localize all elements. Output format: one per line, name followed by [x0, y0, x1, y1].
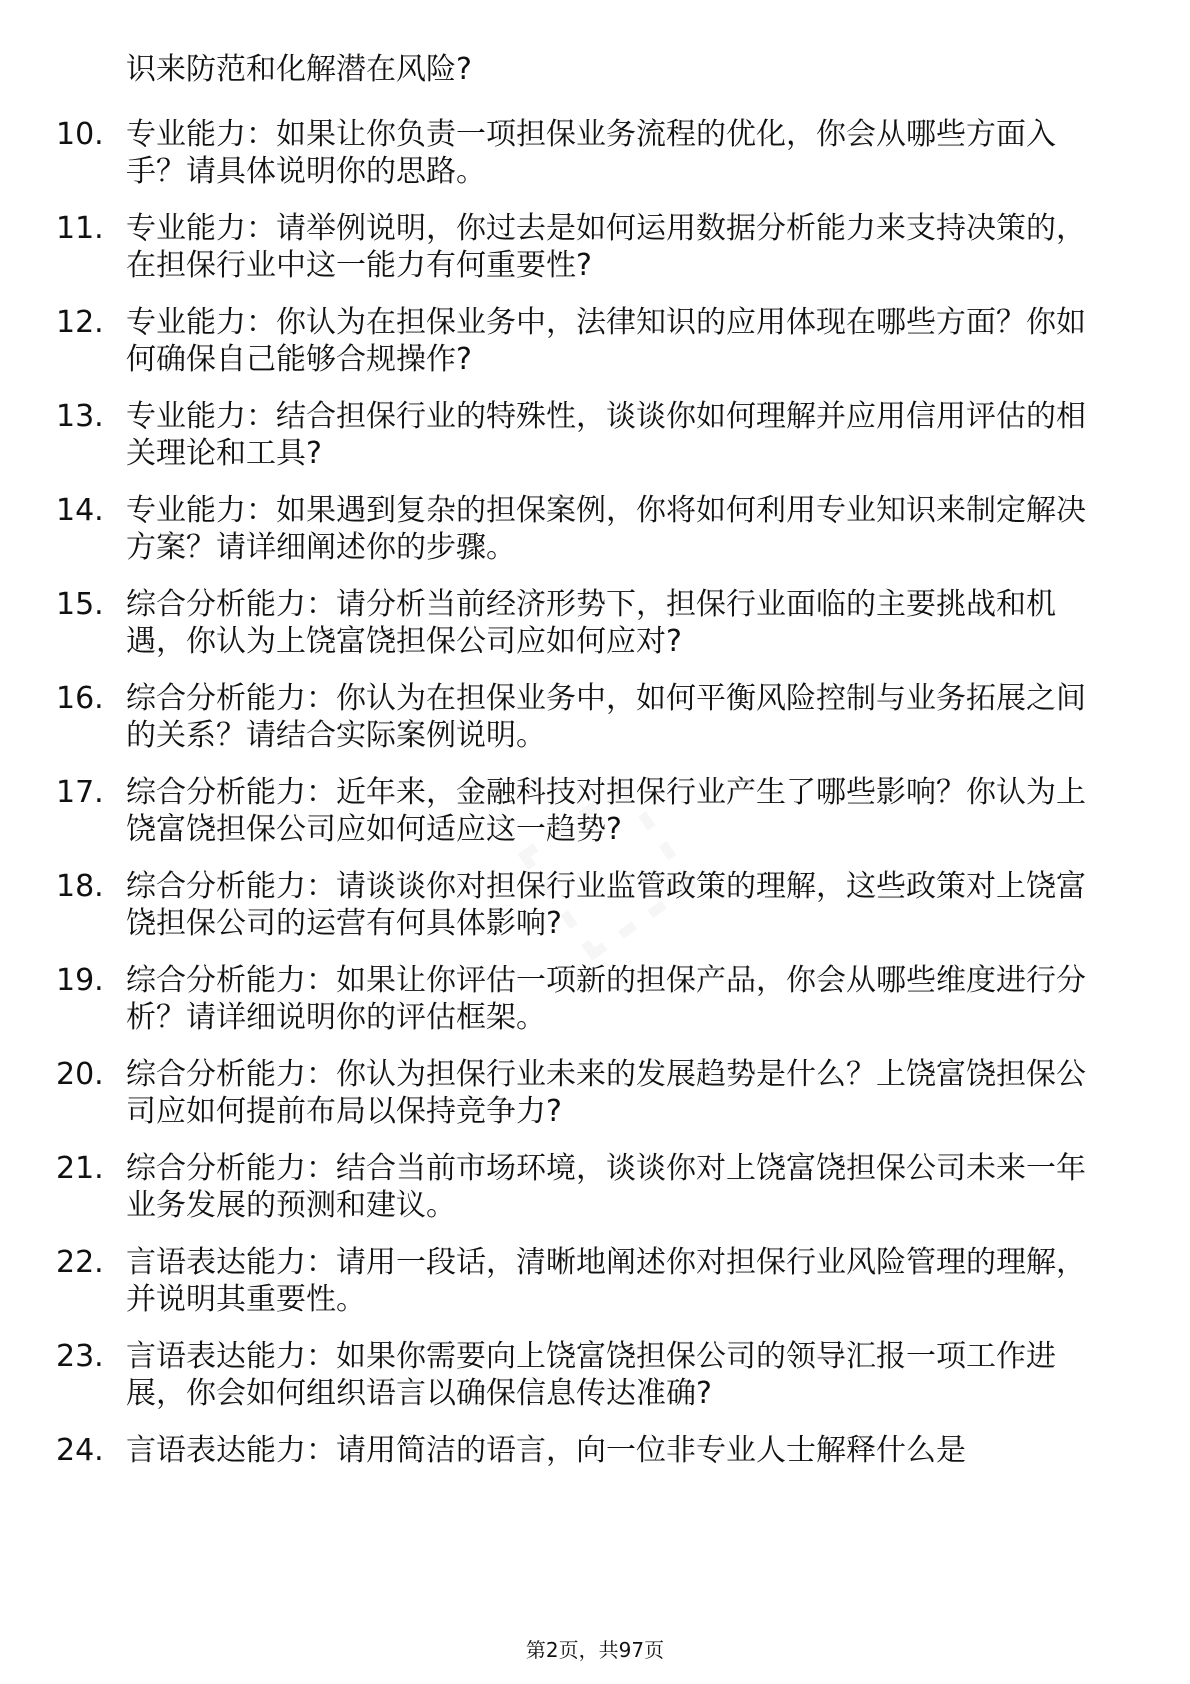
question-item: [56, 586, 1120, 680]
question-number: 19.: [56, 963, 104, 998]
question-item: [56, 116, 1120, 210]
question-text: 专业能力：结合担保行业的特殊性，谈谈你如何理解并应用信用评估的相关理论和工具?: [126, 399, 1086, 471]
question-number: 24.: [56, 1433, 104, 1468]
question-text: 言语表达能力：请用一段话，清晰地阐述你对担保行业风险管理的理解，并说明其重要性。: [126, 1245, 1086, 1317]
question-item: [56, 398, 1120, 492]
question-item: [56, 962, 1120, 1056]
question-item: [56, 1244, 1120, 1338]
question-text: 综合分析能力：结合当前市场环境，谈谈你对上饶富饶担保公司未来一年业务发展的预测和建议。: [126, 1151, 1086, 1223]
question-item: [56, 1056, 1120, 1150]
page-footer: 第2页，共97页: [525, 1638, 665, 1662]
question-text: 专业能力：如果让你负责一项担保业务流程的优化，你会从哪些方面入手？请具体说明你的思路。: [126, 117, 1056, 189]
question-item: [56, 492, 1120, 586]
question-text: 专业能力：如果遇到复杂的担保案例，你将如何利用专业知识来制定解决方案？请详细阐述你的步骤。: [126, 493, 1086, 565]
question-item: [56, 774, 1120, 868]
question-text: 综合分析能力：你认为在担保业务中，如何平衡风险控制与业务拓展之间的关系？请结合实际案例说明。: [126, 681, 1086, 753]
question-item: [56, 680, 1120, 774]
question-text: 综合分析能力：你认为担保行业未来的发展趋势是什么？上饶富饶担保公司应如何提前布局以保持竞争力?: [126, 1057, 1086, 1129]
question-number: 16.: [56, 681, 104, 716]
question-number: 14.: [56, 493, 104, 528]
question-text: 综合分析能力：如果让你评估一项新的担保产品，你会从哪些维度进行分析？请详细说明你的评估框架。: [126, 963, 1086, 1035]
question-item: [56, 868, 1120, 962]
question-list: [56, 116, 1120, 1526]
question-number: 10.: [56, 117, 104, 152]
question-number: 12.: [56, 305, 104, 340]
question-text: 专业能力：你认为在担保业务中，法律知识的应用体现在哪些方面？你如何确保自己能够合规操作?: [126, 305, 1086, 377]
question-text: 言语表达能力：如果你需要向上饶富饶担保公司的领导汇报一项工作进展，你会如何组织语言以确保信息传达准确?: [126, 1339, 1056, 1411]
question-text: 综合分析能力：请谈谈你对担保行业监管政策的理解，这些政策对上饶富饶担保公司的运营有何具体影响?: [126, 869, 1086, 941]
question-item: [56, 1338, 1120, 1432]
question-number: 21.: [56, 1151, 104, 1186]
question-number: 11.: [56, 211, 104, 246]
question-number: 20.: [56, 1057, 104, 1092]
question-text: 综合分析能力：请分析当前经济形势下，担保行业面临的主要挑战和机遇，你认为上饶富饶担保公司应如何应对?: [126, 587, 1056, 659]
question-number: 13.: [56, 399, 104, 434]
question-number: 23.: [56, 1339, 104, 1374]
question-item: [56, 1432, 1120, 1526]
question-number: 18.: [56, 869, 104, 904]
question-number: 15.: [56, 587, 104, 622]
question-item: [56, 210, 1120, 304]
question-item: [56, 1150, 1120, 1244]
question-number: 17.: [56, 775, 104, 810]
question-text: 综合分析能力：近年来，金融科技对担保行业产生了哪些影响？你认为上饶富饶担保公司应如何适应这一趋势?: [126, 775, 1086, 847]
continuation-text: 识来防范和化解潜在风险?: [126, 52, 472, 87]
question-number: 22.: [56, 1245, 104, 1280]
question-item: [56, 304, 1120, 398]
question-text: 专业能力：请举例说明，你过去是如何运用数据分析能力来支持决策的，在担保行业中这一能力有何重要性?: [126, 211, 1086, 283]
question-text: 言语表达能力：请用简洁的语言，向一位非专业人士解释什么是: [126, 1433, 966, 1468]
